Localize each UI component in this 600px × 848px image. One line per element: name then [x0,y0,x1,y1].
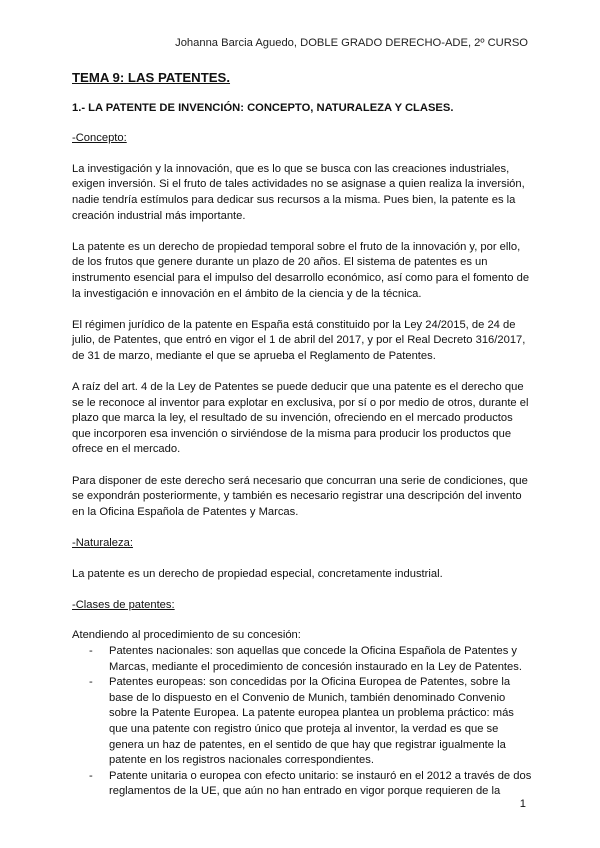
list-item-text: Patentes nacionales: son aquellas que concede la Oficina Española de Patentes y Marcas, mediante el procedimiento de concesión instaurado en la Ley de Patentes. [109,645,522,673]
list-item-text: Patentes europeas: son concedidas por la Oficina Europea de Patentes, sobre la base de lo dispuesto en el Convenio de Munich, también denominado Convenio sobre la Patente Europea. La patente europea plantea un problema práctico: más que una patente con registro único que proteja al inventor, la verdad es que se genera un haz de patentes, en el sentido de que hay que registrar igualmente la patente en los registros nacionales correspondientes. [109,676,514,767]
bullet-dash: - [89,769,93,782]
paragraph: La investigación y la innovación, que es lo que se busca con las creaciones industriales, exigen inversión. Si el fruto de tales actividades no se asignase a quien realiza la inversión, nadie tendría estímulos para dedicar sus recursos a la misma. Pues bien, la patente es la creación industrial más importante. [72,162,525,222]
paragraph: La patente es un derecho de propiedad especial, concretamente industrial. [72,567,443,580]
subsection-clases: -Clases de patentes: [72,598,175,611]
section-heading: 1.- LA PATENTE DE INVENCIÓN: CONCEPTO, NATURALEZA Y CLASES. [72,101,454,114]
subsection-concepto: -Concepto: [72,132,127,145]
bullet-dash: - [89,645,93,657]
paragraph: A raíz del art. 4 de la Ley de Patentes se puede deducir que una patente es el derecho que se le reconoce al inventor para explotar en exclusiva, por sí o por medio de otros, durante el plazo que marca la ley, el resultado de su invención, ofreciendo en el mercado productos que incorporen esa invención o sirviéndose de la misma para producir los productos que ofrece en el mercado. [72,381,529,456]
list-item [72,769,532,800]
paragraph: El régimen jurídico de la patente en España está constituido por la Ley 24/2015, de 24 de julio, de Patentes, que entró en vigor el 1 de abril del 2017, y por el Real Decreto 316/2017, de 31 de marzo, mediante el que se aprueba el Reglamento de Patentes. [72,318,526,362]
list-item [72,675,532,769]
list-item-text: Patente unitaria o europea con efecto unitario: se instauró en el 2012 a través de dos reglamentos de la UE, que aún no han entrado en vigor porque requieren de la [109,769,532,798]
paragraph: Para disponer de este derecho será necesario que concurran una serie de condiciones, que se expondrán posteriormente, y también es necesario registrar una descripción del invento en la Oficina Española de Patentes y Marcas. [72,474,528,518]
subsection-naturaleza: -Naturaleza: [72,537,133,550]
list-item [72,644,532,675]
page-header: Johanna Barcia Aguedo, DOBLE GRADO DERECHO-ADE, 2º CURSO [175,37,528,49]
page-number: 1 [519,798,526,810]
patent-types-list [72,644,532,800]
bullet-dash: - [89,676,93,689]
paragraph: La patente es un derecho de propiedad temporal sobre el fruto de la innovación y, por ello, de los frutos que genere durante un plazo de 20 años. El sistema de patentes es un instrumento esencial para el impulso del desarrollo económico, así como para el fomento de la investigación e innovación en el ámbito de la ciencia y de la técnica. [72,240,530,300]
list-intro: Atendiendo al procedimiento de su concesión: [72,629,301,642]
chapter-title: TEMA 9: LAS PATENTES. [72,70,231,85]
document-body [72,70,532,800]
